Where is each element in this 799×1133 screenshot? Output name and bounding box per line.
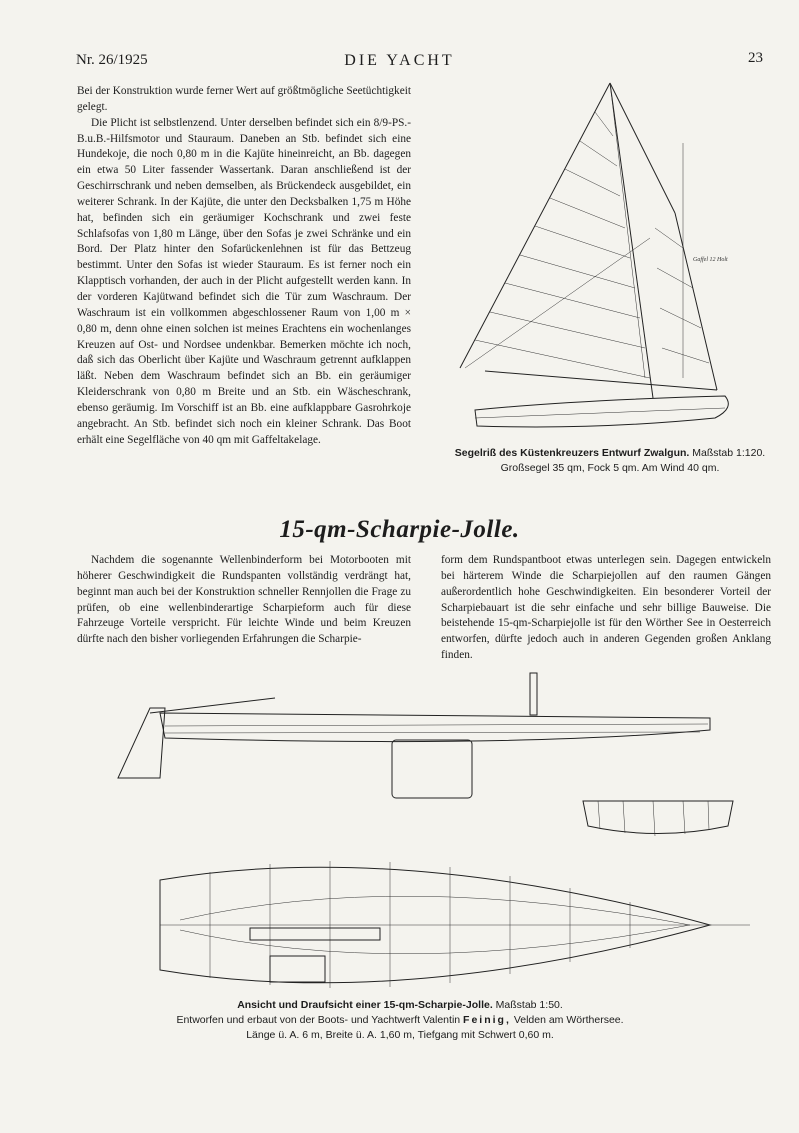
boat-caption-title: Ansicht und Draufsicht einer 15-qm-Scharpie-Jolle. xyxy=(237,999,493,1011)
boat-caption-location: Velden am Wörthersee. xyxy=(513,1014,624,1026)
paragraph: Nachdem die sogenannte Wellenbinderform bei Motorbooten mit höherer Geschwindigkeit die Rundspanten vollständig verdrängt hat, beginnt man auch bei der Konstruktion schneller Rennjollen die Frage zu prüfen, ob eine wellenbinderartige Scharpieform auch für diese Fahrzeuge Vorteile verspricht. Für leichte Winde und beim Kreuzen dürfte nach den bisher vorliegenden Erfahrungen die Scharpie- xyxy=(77,554,411,646)
sail-plan-drawing xyxy=(445,78,785,438)
dinghy-section-view xyxy=(578,796,738,846)
sail-caption-scale: Maßstab 1:120. xyxy=(692,447,766,459)
article-column-right xyxy=(441,553,771,664)
page-number: 23 xyxy=(748,50,763,66)
sail-annotation: Gaffel 12 Holt xyxy=(693,257,728,263)
dinghy-side-view xyxy=(110,668,790,808)
issue-number: Nr. 26/1925 xyxy=(76,52,148,68)
sail-caption xyxy=(440,446,780,476)
journal-title: DIE YACHT xyxy=(344,52,455,69)
paragraph: Die Plicht ist selbstlenzend. Unter derselben befindet sich ein 8/9-PS.-B.u.B.-Hilfsmotor und Stauraum. Daneben an Stb. befindet sich eine Hundekoje, die noch 0,80 m in die Kajüte hineinreicht, an Bb. dagegen ein etwa 50 Liter fassender Wassertank. Daran anschließend ist der Geschirrschrank und neben demselben, als Brückendeck ausgebildet, ein weiterer Schrank. In der Kajüte, die unter den Decksbalken 1,75 m Höhe hat, befinden sich ein geräumiger Kochschrank und zwei feste Schlafsofas von 1,80 m Länge, über den Sofas je zwei Schränke und ein Bord. Der Platz hinter den Sofarückenlehnen ist für das Bettzeug bestimmt. Unter den Sofas ist wieder Stauraum. Es ist ferner noch ein Klapptisch vorhanden, der auch in der Plicht aufgestellt werden kann. In der vorderen Kajütwand befindet sich die Tür zum Waschraum. Der Waschraum ist ein vollkommen abgeschlossener Raum von 1,00 m × 0,80 m, denn ohne einen solchen ist meines Erachtens ein wochenlanges Kreuzen auf Ost- und Nordsee undenkbar. Bemerken möchte ich noch, daß sich das Oberlicht über Kajüte und Waschraum getrennt aufklappen läßt. Neben dem Waschraum befindet sich an Bb. ein geräumiger Kleiderschrank von 0,80 m Breite und an Stb. ein Wäscheschrank, ebenso geräumig. Im Vorschiff ist an Bb. eine aufklappbare Gasrohrkoje angebracht. An Stb. befindet sich noch ein kleiner Schrank. Das Boot erhält eine Segelfläche von 40 qm mit Gaffeltakelage. xyxy=(77,116,411,446)
paragraph: form dem Rundspantboot etwas unterlegen sein. Dagegen entwickeln bei härterem Winde die Scharpiejollen auf den raumen Gängen außerordentlich hohe Geschwindigkeiten. Ein besonderer Vorteil der Scharpiebauart ist die sehr einfache und sehr billige Bauweise. Die beistehende 15-qm-Scharpiejolle ist für den Wörther See in Oesterreich entworfen, dürfte jedoch auch in anderen Gegenden großen Anklang finden. xyxy=(441,554,771,662)
sail-caption-line2: Großsegel 35 qm, Fock 5 qm. Am Wind 40 qm. xyxy=(500,462,720,474)
article-column-left xyxy=(77,553,411,648)
boat-caption-builder-name: Feinig, xyxy=(463,1014,511,1026)
boat-caption-dimensions: Länge ü. A. 6 m, Breite ü. A. 1,60 m, Tiefgang mit Schwert 0,60 m. xyxy=(246,1029,554,1041)
sail-caption-title: Segelriß des Küstenkreuzers Entwurf Zwalgun. xyxy=(454,447,690,459)
top-text-column xyxy=(77,84,411,448)
boat-caption-builder: Entworfen und erbaut von der Boots- und Yachtwerft Valentin xyxy=(176,1014,461,1026)
dinghy-plan-view xyxy=(150,850,770,995)
article-heading: 15-qm-Scharpie-Jolle. xyxy=(279,516,520,543)
boat-caption-scale: Maßstab 1:50. xyxy=(495,999,563,1011)
paragraph: Bei der Konstruktion wurde ferner Wert auf größtmögliche Seetüchtigkeit gelegt. xyxy=(77,85,411,113)
boat-caption xyxy=(100,998,700,1043)
